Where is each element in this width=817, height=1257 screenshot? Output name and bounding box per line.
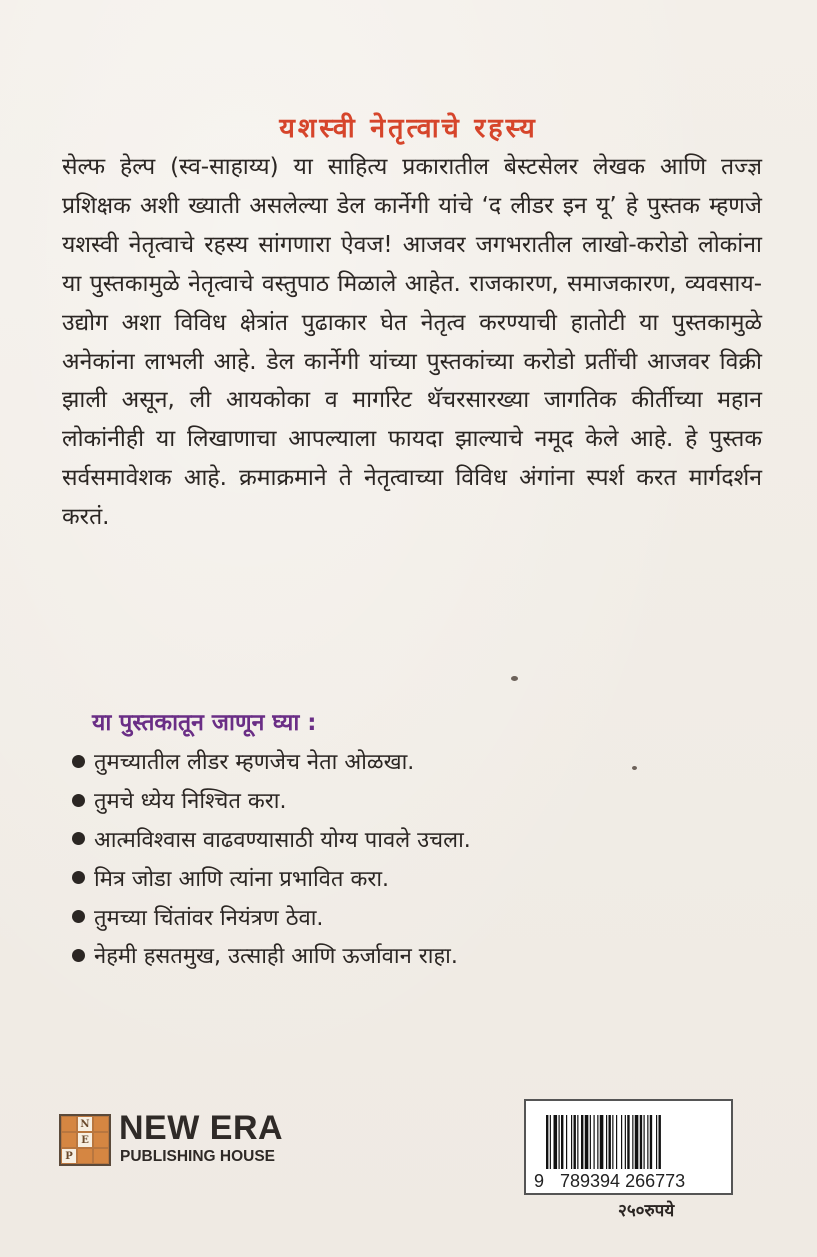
paper-speck [632, 766, 637, 770]
publisher-subtitle: PUBLISHING HOUSE [120, 1148, 276, 1165]
list-item: तुमच्यातील लीडर म्हणजेच नेता ओळखा. [72, 742, 471, 781]
list-item: तुमचे ध्येय निश्चित करा. [72, 781, 471, 820]
price-label: २५०रुपये [618, 1201, 675, 1221]
publisher-logo-icon: N E P [59, 1114, 111, 1166]
list-item: तुमच्या चिंतांवर नियंत्रण ठेवा. [72, 897, 471, 936]
list-item: मित्र जोडा आणि त्यांना प्रभावित करा. [72, 858, 471, 897]
paper-speck [511, 676, 518, 681]
bullet-icon [72, 871, 85, 884]
book-description: सेल्फ हेल्प (स्व-साहाय्य) या साहित्य प्रकारातील बेस्टसेलर लेखक आणि तज्ज्ञ प्रशिक्षक अशी ख्याती असलेल्या डेल कार्नेगी यांचे ‘द लीडर इन यू’ हे पुस्तक म्हणजे यशस्वी नेतृत्वाचे रहस्य सांगणारा ऐवज! आजवर जगभरातील लाखो-करोडो लोकांना या पुस्तकामुळे नेतृत्वाचे वस्तुपाठ मिळाले आहेत. राजकारण, समाजकारण, व्यवसाय-उद्योग अशा विविध क्षेत्रांत पुढाकार घेत नेतृत्व करण्याची हातोटी या पुस्तकामुळे अनेकांना लाभली आहे. डेल कार्नेगी यांच्या पुस्तकांच्या करोडो प्रतींची आजवर विक्री झाली असून, ली आयकोका व मार्गारेट थॅचरसारख्या जागतिक कीर्तीच्या महान लोकांनीही या लिखाणाचा आपल्याला फायदा झाल्याचे नमूद केले आहे. हे पुस्तक सर्वसमावेशक आहे. क्रमाक्रमाने ते नेतृत्वाच्या विविध अंगांना स्पर्श करत मार्गदर्शन करतं. [62, 154, 762, 531]
bullet-icon [72, 794, 85, 807]
book-title: यशस्वी नेतृत्वाचे रहस्य [279, 113, 538, 144]
publisher-logo [59, 1110, 299, 1170]
list-item: आत्मविश्वास वाढवण्यासाठी योग्य पावले उचला. [72, 820, 471, 859]
publisher-name: NEW ERA [119, 1109, 284, 1147]
learn-list [72, 742, 471, 975]
isbn-barcode [524, 1099, 733, 1195]
learn-heading: या पुस्तकातून जाणून घ्या : [92, 710, 317, 736]
list-item: नेहमी हसतमुख, उत्साही आणि ऊर्जावान राहा. [72, 936, 471, 975]
barcode-icon [546, 1115, 723, 1169]
bullet-icon [72, 832, 85, 845]
bullet-icon [72, 910, 85, 923]
isbn-number: 9 789394 266773 [534, 1171, 686, 1191]
bullet-icon [72, 949, 85, 962]
bullet-icon [72, 755, 85, 768]
